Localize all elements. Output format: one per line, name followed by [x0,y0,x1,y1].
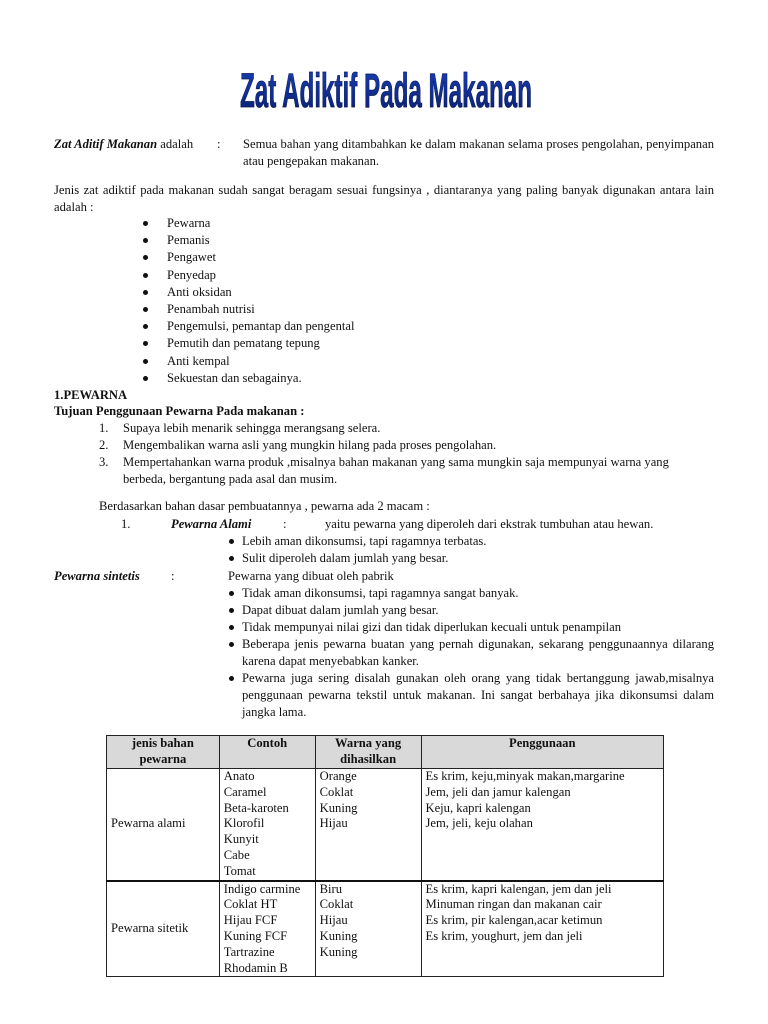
document-title [236,60,536,120]
list-item: Pemanis [140,232,354,249]
natural-number: 1. [121,517,131,531]
goal-number: 3. [99,455,109,469]
natural-desc: yaitu pewarna yang diperoleh dari ekstrak tumbuhan atau hewan. [325,517,654,531]
cell-line: Indigo carmine [223,881,301,896]
natural-point: Sulit diperoleh dalam jumlah yang besar. [229,550,486,567]
cell-line: Beta-karoten [223,800,289,815]
cell-line: Es krim, pir kalengan,acar ketimun [425,913,603,928]
list-item: Penambah nutrisi [140,301,354,318]
natural-label: Pewarna Alami [171,517,252,531]
table-header-row [107,736,664,769]
section-subheading: Tujuan Penggunaan Pewarna Pada makanan : [54,404,305,418]
definition-term: Zat Aditif Makanan [54,137,158,151]
cell-colors [315,769,421,881]
cell-line: Biru [319,881,343,896]
cell-line: Minuman ringan dan makanan cair [425,897,602,912]
cell-line: Hijau [319,913,348,928]
intro-paragraph: Jenis zat adiktif pada makanan sudah sangat beragam sesuai fungsinya , diantaranya yang paling banyak digunakan antara lain adalah : [54,183,714,214]
cell-line: Tartrazine [223,944,275,959]
cell-uses [421,881,664,977]
goal-item [99,454,699,488]
synthetic-colon: : [171,569,175,583]
cell-line: Klorofil [223,816,265,831]
definition-term-line [54,136,193,153]
cell-colors [315,881,421,977]
cell-line: Coklat HT [223,897,278,912]
cell-line: Es krim, keju,minyak makan,margarine [425,769,625,783]
natural-point: Lebih aman dikonsumsi, tapi ragamnya terbatas. [229,533,486,550]
list-item: Pemutih dan pematang tepung [140,335,354,352]
cell-line: Hijau [319,816,348,831]
cell-line: Coklat [319,897,354,912]
synthetic-point: Beberapa jenis pewarna buatan yang pernah digunakan, sekarang penggunaannya dilarang karena dapat menyebabkan kanker. [229,636,714,670]
basis-text: Berdasarkan bahan dasar pembuatannya , pewarna ada 2 macam : [99,499,430,513]
cell-line: Kunyit [223,832,259,847]
cell-line: Cabe [223,847,250,862]
wordart-title [236,60,536,120]
cell-type: Pewarna alami [107,769,220,881]
cell-line: Es krim, youghurt, jem dan jeli [425,928,583,943]
additive-types-list [140,215,354,387]
synthetic-point: Dapat dibuat dalam jumlah yang besar. [229,602,714,619]
natural-points [229,533,486,567]
goal-item [99,420,699,437]
list-item: Anti kempal [140,353,354,370]
cell-line: Jem, jeli dan jamur kalengan [425,784,571,799]
synthetic-point: Tidak aman dikonsumsi, tapi ragamnya sangat banyak. [229,585,714,602]
synthetic-point: Tidak mempunyai nilai gizi dan tidak diperlukan kecuali untuk penampilan [229,619,714,636]
definition-word: adalah [160,137,194,151]
cell-line: Kuning FCF [223,928,288,943]
header-type: jenis bahan pewarna [107,736,220,769]
cell-line: Orange [319,769,357,783]
cell-line: Kuning [319,800,358,815]
cell-line: Jem, jeli, keju olahan [425,816,533,831]
goal-number: 1. [99,421,109,435]
goals-list [99,420,699,488]
goal-text: Mengembalikan warna asli yang mungkin hilang pada proses pengolahan. [123,438,497,452]
synthetic-points [229,585,714,721]
goal-number: 2. [99,438,109,452]
cell-line: Es krim, kapri kalengan, jem dan jeli [425,881,612,896]
cell-line: Keju, kapri kalengan [425,800,531,815]
table-row [107,769,664,881]
cell-line: Coklat [319,784,354,799]
cell-line: Rhodamin B [223,960,288,975]
synthetic-desc: Pewarna yang dibuat oleh pabrik [228,569,394,583]
natural-colon: : [283,517,287,531]
cell-line: Caramel [223,784,267,799]
cell-line: Kuning [319,928,358,943]
list-item: Pengemulsi, pemantap dan pengental [140,318,354,335]
list-item: Sekuestan dan sebagainya. [140,370,354,387]
list-item: Penyedap [140,267,354,284]
list-item: Pengawet [140,249,354,266]
cell-type: Pewarna sitetik [107,881,220,977]
cell-line: Tomat [223,863,256,878]
table-row [107,881,664,977]
title-text: Zat Adiktif Pada Makanan [240,65,532,118]
section-heading: 1.PEWARNA [54,388,128,402]
cell-examples [219,881,315,977]
list-item: Anti oksidan [140,284,354,301]
header-color: Warna yang dihasilkan [315,736,421,769]
colorant-table [106,735,664,977]
synthetic-label: Pewarna sintetis [54,569,140,583]
cell-line: Hijau FCF [223,913,278,928]
definition-colon: : [217,137,221,151]
list-item: Pewarna [140,215,354,232]
cell-examples [219,769,315,881]
goal-text: Mempertahankan warna produk ,misalnya bahan makanan yang sama mungkin saja mempunyai warna yang berbeda, bergantung pada asal dan musim. [123,455,669,486]
cell-line: Kuning [319,944,358,959]
cell-uses [421,769,664,881]
header-example: Contoh [219,736,315,769]
header-use: Penggunaan [421,736,664,769]
synthetic-point: Pewarna juga sering disalah gunakan oleh orang yang tidak bertanggung jawab,misalnya penggunaan pewarna tekstil untuk makanan. Ini sangat berbahaya jika dikonsumsi dalam jangka lama. [229,670,714,721]
goal-item [99,437,699,454]
goal-text: Supaya lebih menarik sehingga merangsang selera. [123,421,381,435]
cell-line: Anato [223,769,255,783]
definition-text: Semua bahan yang ditambahkan ke dalam makanan selama proses pengolahan, penyimpanan atau pengepakan makanan. [243,137,714,168]
